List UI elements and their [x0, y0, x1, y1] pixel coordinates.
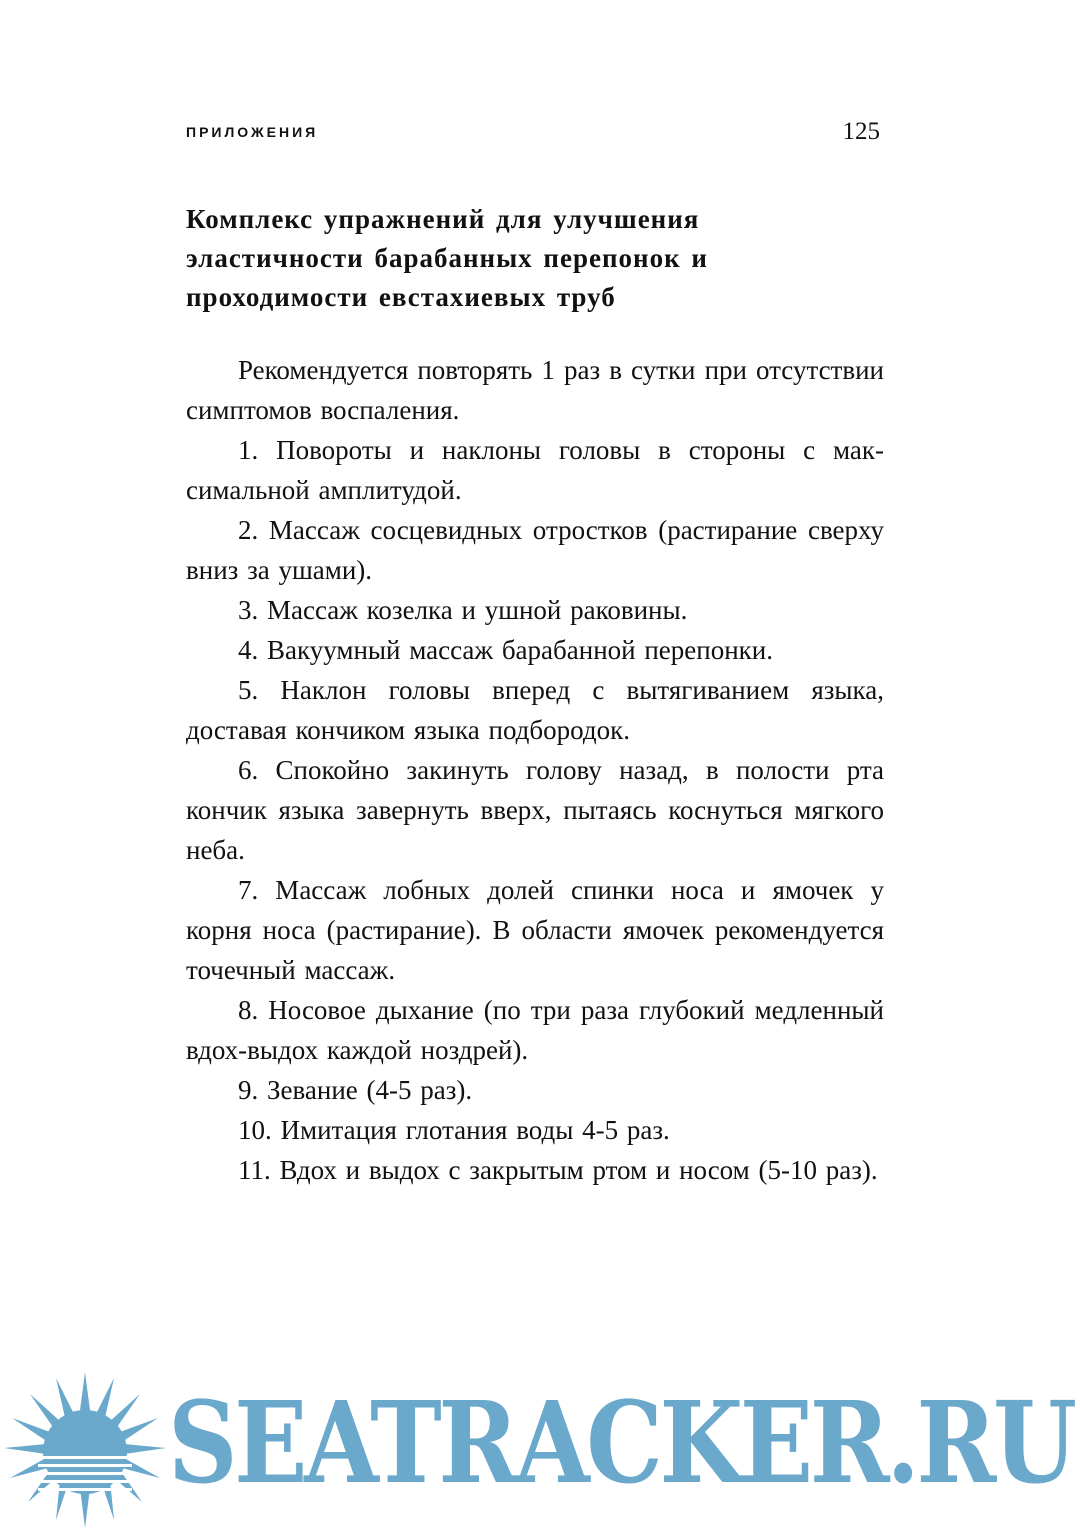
heading-line: Комплекс упражнений для улучшения [186, 204, 700, 234]
list-item: 1. Повороты и наклоны головы в стороны с максимальной амплитудой. [186, 435, 884, 505]
list-item: 6. Спокойно закинуть голову назад, в полости рта кончик языка завернуть вверх, пытаясь коснуться мягкого неба. [186, 755, 884, 865]
list-item: 3. Массаж козелка и ушной раковины. [238, 595, 688, 625]
list-item: 8. Носовое дыхание (по три раза глубокий медленный вдох-выдох каждой ноздрей). [186, 995, 884, 1065]
list-item: 11. Вдох и выдох с закрытым ртом и носом (5-10 раз). [238, 1155, 878, 1185]
section-heading [186, 200, 906, 317]
body-text [186, 350, 884, 1190]
intro-paragraph: Рекомендуется повторять 1 раз в сутки при отсутствии симптомов воспаления. [186, 355, 884, 425]
list-item: 9. Зевание (4-5 раз). [238, 1075, 473, 1105]
page-number: 125 [842, 118, 880, 145]
list-item: 4. Вакуумный массаж барабанной перепонки. [238, 635, 773, 665]
watermark-text: SEATRACKER.RU [168, 1378, 1074, 1509]
list-item: 10. Имитация глотания воды 4-5 раз. [238, 1115, 670, 1145]
watermark [0, 1370, 1080, 1532]
running-head: ПРИЛОЖЕНИЯ [186, 124, 319, 140]
list-item: 5. Наклон головы вперед с вытягиванием языка, доставая кончиком языка подбородок. [186, 675, 884, 745]
heading-line: проходимости евстахиевых труб [186, 282, 616, 312]
list-item: 2. Массаж сосцевидных отростков (растирание сверху вниз за ушами). [186, 515, 884, 585]
heading-line: эластичности барабанных перепонок и [186, 243, 708, 273]
list-item: 7. Массаж лобных долей спинки носа и ямочек у корня носа (растирание). В области ямочек рекомендуется точечный массаж. [186, 875, 884, 985]
sun-icon [0, 1370, 170, 1532]
